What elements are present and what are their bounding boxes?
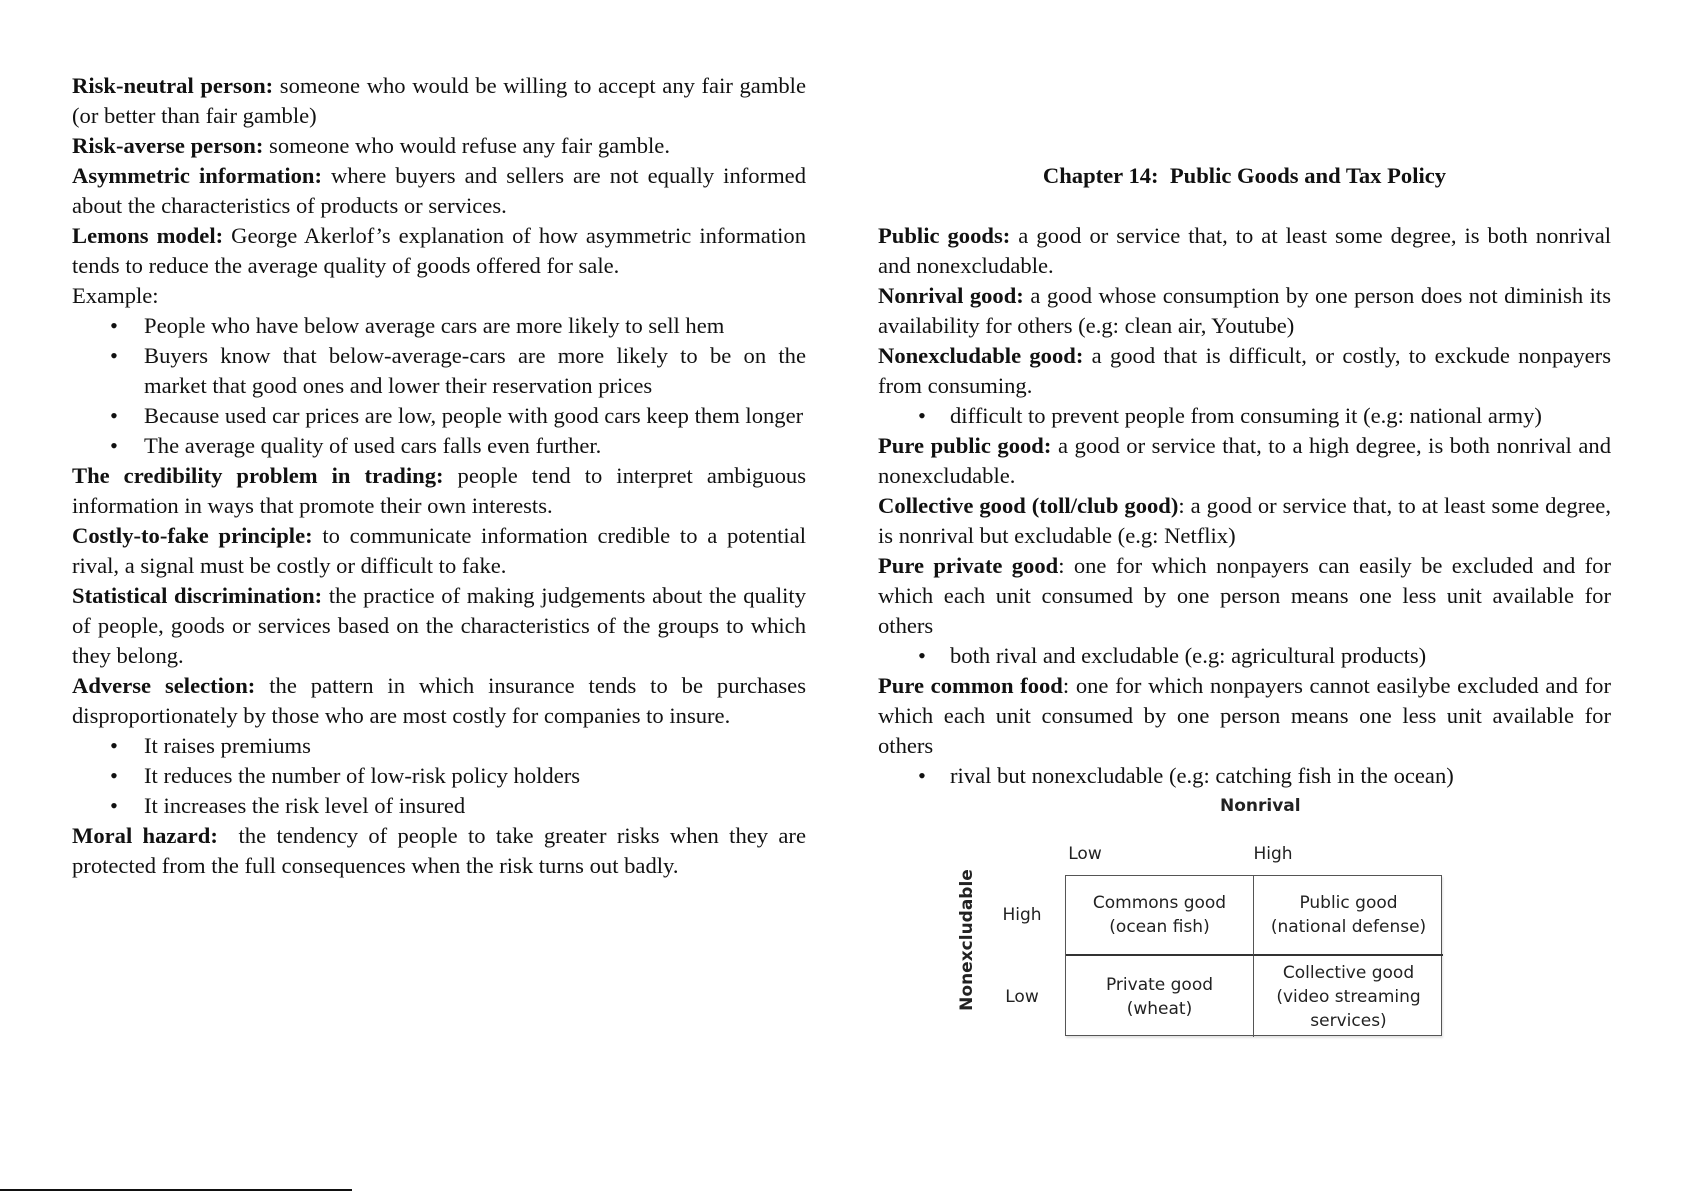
- bullet-icon: •: [110, 433, 118, 458]
- definition-text: people tend to interpret ambiguous information in ways that promote their own interests.: [72, 463, 806, 518]
- definition-text: someone who would refuse any fair gamble.: [263, 133, 670, 158]
- bullet-icon: •: [110, 793, 118, 818]
- definition-text: : one for which nonpayers cannot easilybe excluded and for which each unit consumed by one person means one less unit available for others: [878, 673, 1611, 758]
- diagram-x-title: Nonrival: [1220, 796, 1301, 816]
- spacer: [878, 101, 1611, 131]
- cell-line: (wheat): [1126, 998, 1193, 1019]
- diagram-col-label-low: Low: [1068, 844, 1102, 864]
- spacer: [878, 131, 1611, 161]
- chapter-title: Chapter 14: Public Goods and Tax Policy: [1042, 163, 1447, 188]
- definition-text: : one for which nonpayers can easily be excluded and for which each unit consumed by one person means one less unit available for others: [878, 553, 1611, 638]
- definition-nonrival-good: [878, 281, 1611, 341]
- term: Nonexcludable good:: [878, 343, 1084, 368]
- example-label: Example:: [72, 283, 159, 308]
- diagram-grid: [1065, 875, 1442, 1036]
- cell-line: Public good: [1299, 893, 1398, 913]
- list-item: [72, 401, 806, 431]
- definition-text: a good or service that, to at least some degree, is both nonrival and nonexcludable.: [878, 223, 1612, 278]
- definition-pure-private-good: [878, 551, 1611, 641]
- term: Collective good (toll/club good): [878, 493, 1179, 518]
- list-item: [72, 761, 806, 791]
- list-item-text: difficult to prevent people from consuming it (e.g: national army): [950, 403, 1542, 428]
- definition-costly-to-fake: [72, 521, 806, 581]
- list-item: [72, 311, 806, 341]
- cell-line: (video streaming: [1276, 986, 1421, 1007]
- definition-text: the tendency of people to take greater risks when they are protected from the full consequences when the risk turns out badly.: [72, 823, 812, 878]
- definition-nonexcludable-good: [878, 341, 1611, 401]
- term: Costly-to-fake principle:: [72, 523, 313, 548]
- definition-text: to communicate information credible to a potential rival, a signal must be costly or difficult to fake.: [72, 523, 806, 578]
- bullet-icon: •: [918, 403, 926, 428]
- list-item: [878, 761, 1611, 791]
- nonexcludable-bullet-list: [878, 401, 1611, 431]
- list-item-text: Buyers know that below-average-cars are more likely to be on the market that good ones and lower their reservation prices: [144, 343, 806, 398]
- spacer: [878, 71, 1611, 101]
- bullet-icon: •: [110, 403, 118, 428]
- cell-line: (national defense): [1270, 917, 1427, 937]
- cell-line: services): [1310, 1010, 1387, 1031]
- diagram-y-title: Nonexcludable: [957, 869, 977, 1011]
- list-item: [72, 791, 806, 821]
- bullet-icon: •: [918, 643, 926, 668]
- bullet-icon: •: [110, 343, 118, 368]
- pure-private-bullet-list: [878, 641, 1611, 671]
- term: Asymmetric information:: [72, 163, 322, 188]
- list-item-text: both rival and excludable (e.g: agricultural products): [950, 643, 1427, 668]
- goods-classification-diagram: [920, 790, 1480, 1050]
- spacer: [878, 191, 1611, 221]
- definition-text: where buyers and sellers are not equally informed about the characteristics of products or services.: [72, 163, 806, 218]
- definition-text: a good whose consumption by one person does not diminish its availability for others (e.g: clean air, Youtube): [878, 283, 1612, 338]
- cell-line: Private good: [1105, 974, 1214, 995]
- definition-asymmetric-information: [72, 161, 806, 221]
- term: Risk-neutral person:: [72, 73, 274, 98]
- cell-line: (ocean fish): [1109, 917, 1210, 937]
- definition-moral-hazard: [72, 821, 812, 881]
- term: Pure common food: [878, 673, 1063, 698]
- term: Pure private good: [878, 553, 1059, 578]
- list-item-text: It raises premiums: [144, 733, 311, 758]
- bullet-icon: •: [110, 313, 118, 338]
- term: Lemons model:: [72, 223, 224, 248]
- diagram-row-label-low: Low: [1005, 987, 1039, 1007]
- cell-private-good: [1066, 956, 1254, 1037]
- list-item: [878, 641, 1611, 671]
- term: Nonrival good:: [878, 283, 1024, 308]
- cell-line: Commons good: [1092, 893, 1227, 913]
- adverse-selection-bullet-list: [72, 731, 806, 821]
- definition-text: a good or service that, to a high degree, is both nonrival and nonexcludable.: [878, 433, 1611, 488]
- list-item-text: People who have below average cars are more likely to sell hem: [144, 313, 725, 338]
- list-item: [72, 341, 806, 401]
- definition-text: someone who would be willing to accept any fair gamble (or better than fair gamble): [72, 73, 806, 128]
- list-item: [878, 401, 1611, 431]
- definition-adverse-selection: [72, 671, 806, 731]
- diagram-col-label-high: High: [1253, 844, 1293, 864]
- list-item-text: The average quality of used cars falls even further.: [144, 433, 602, 458]
- right-column: [878, 71, 1611, 791]
- cell-collective-good: [1254, 956, 1443, 1037]
- footnote-separator-line: [0, 1189, 352, 1191]
- left-column: [72, 71, 812, 881]
- diagram-row-label-high: High: [1002, 905, 1042, 925]
- bullet-icon: •: [918, 763, 926, 788]
- definition-text: George Akerlof’s explanation of how asymmetric information tends to reduce the average quality of goods offered for sale.: [72, 223, 806, 278]
- definition-risk-neutral: [72, 71, 806, 131]
- definition-collective-good: [878, 491, 1611, 551]
- definition-public-goods: [878, 221, 1611, 281]
- definition-text: : a good or service that, to at least some degree, is nonrival but excludable (e.g: Netflix): [878, 493, 1611, 548]
- definition-text: the pattern in which insurance tends to be purchases disproportionately by those who are most costly for companies to insure.: [72, 673, 807, 728]
- term: Statistical discrimination:: [72, 583, 323, 608]
- list-item-text: rival but nonexcludable (e.g: catching fish in the ocean): [950, 763, 1454, 788]
- lemons-bullet-list: [72, 311, 806, 461]
- list-item: [72, 431, 806, 461]
- term: Risk-averse person:: [72, 133, 264, 158]
- definition-lemons-model: [72, 221, 806, 281]
- bullet-icon: •: [110, 733, 118, 758]
- term: Adverse selection:: [72, 673, 256, 698]
- definition-risk-averse: [72, 131, 806, 161]
- list-item-text: It reduces the number of low-risk policy holders: [144, 763, 581, 788]
- term: Public goods:: [878, 223, 1011, 248]
- term: The credibility problem in trading:: [72, 463, 444, 488]
- definition-text: a good that is difficult, or costly, to exckude nonpayers from consuming.: [878, 343, 1611, 398]
- list-item-text: Because used car prices are low, people with good cars keep them longer: [144, 403, 804, 428]
- definition-pure-common-food: [878, 671, 1611, 761]
- definition-credibility-problem: [72, 461, 806, 521]
- definition-statistical-discrimination: [72, 581, 806, 671]
- list-item-text: It increases the risk level of insured: [144, 793, 466, 818]
- cell-commons-good: [1066, 876, 1254, 956]
- cell-line: Collective good: [1282, 962, 1415, 983]
- list-item: [72, 731, 806, 761]
- definition-text: the practice of making judgements about the quality of people, goods or services based on the characteristics of the groups to which they belong.: [72, 583, 806, 668]
- term: Moral hazard:: [72, 823, 218, 848]
- term: Pure public good:: [878, 433, 1052, 458]
- definition-pure-public-good: [878, 431, 1611, 491]
- cell-public-good: [1254, 876, 1443, 956]
- pure-common-bullet-list: [878, 761, 1611, 791]
- bullet-icon: •: [110, 763, 118, 788]
